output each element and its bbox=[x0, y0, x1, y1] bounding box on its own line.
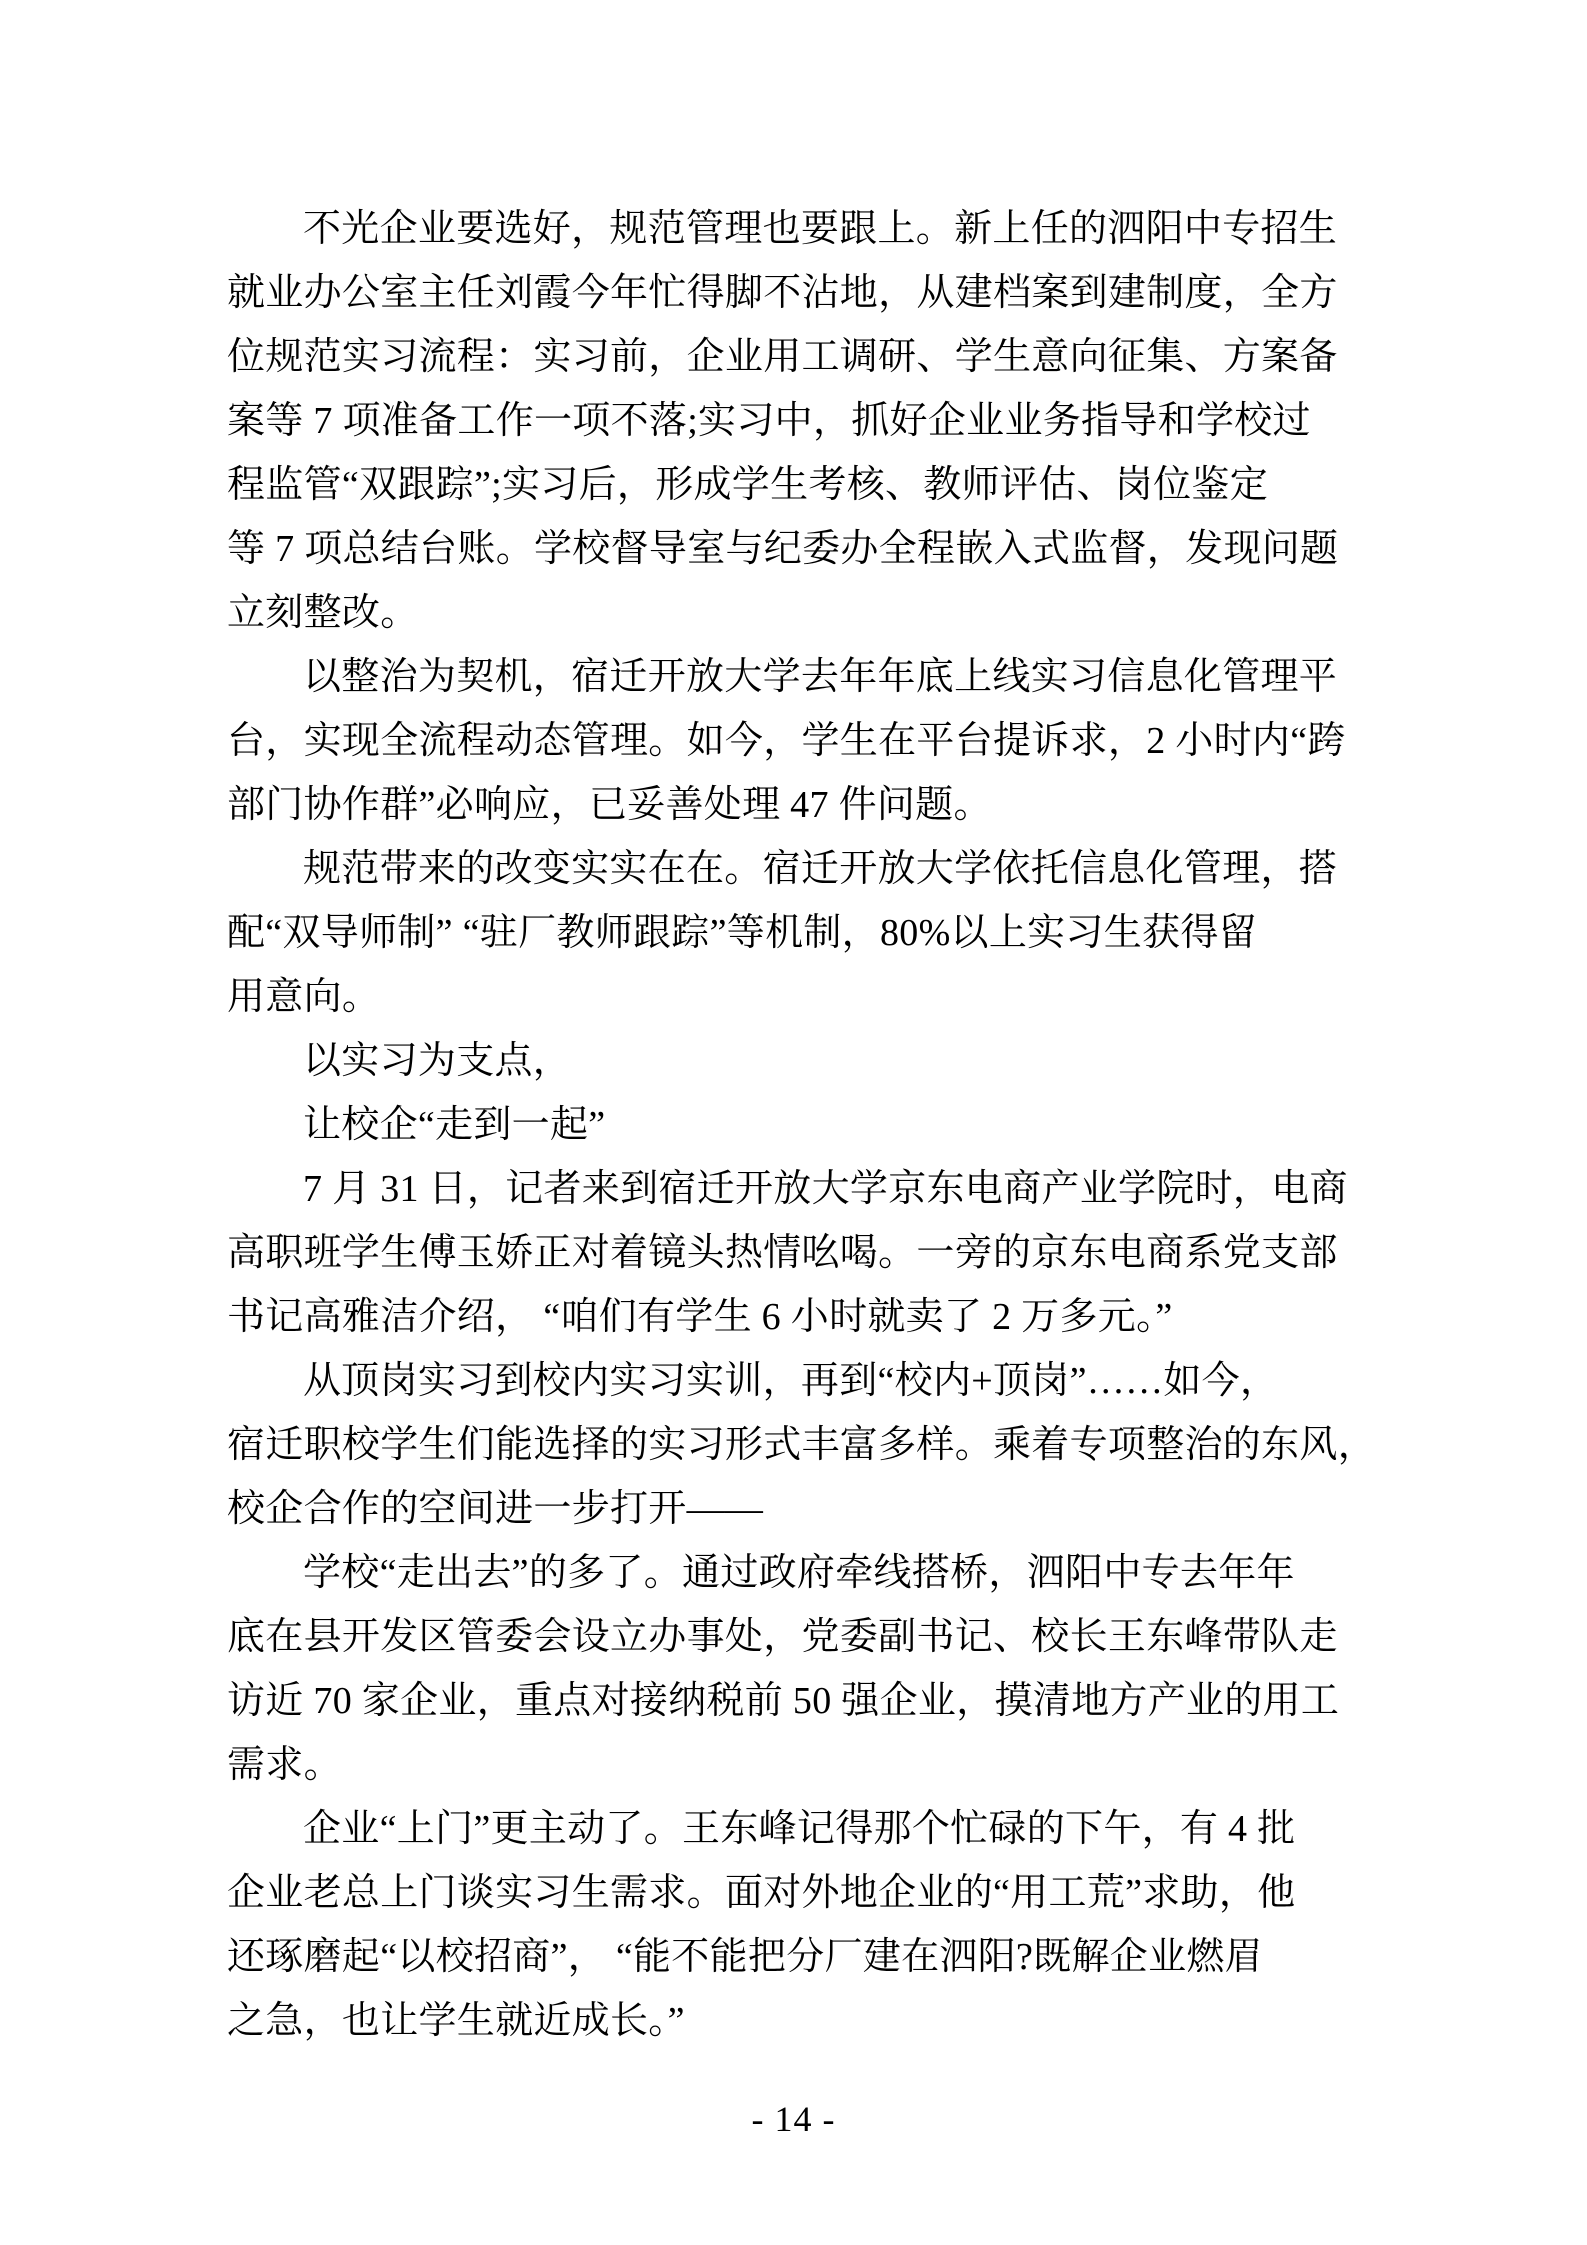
text-line: 不光企业要选好，规范管理也要跟上。新上任的泗阳中专招生 bbox=[303, 208, 1338, 250]
page-number: - 14 - bbox=[751, 2099, 836, 2139]
text-line: 让校企“走到一起” bbox=[303, 1104, 606, 1146]
text-line: 访近 70 家企业，重点对接纳税前 50 强企业，摸清地方产业的用工 bbox=[227, 1680, 1340, 1722]
text-line: 学校“走出去”的多了。通过政府牵线搭桥，泗阳中专去年年 bbox=[303, 1552, 1295, 1594]
text-line: 书记高雅洁介绍， “咱们有学生 6 小时就卖了 2 万多元。” bbox=[227, 1296, 1173, 1338]
text-line: 高职班学生傅玉娇正对着镜头热情吆喝。一旁的京东电商系党支部 bbox=[227, 1232, 1338, 1274]
text-line: 企业老总上门谈实习生需求。面对外地企业的“用工荒”求助，他 bbox=[227, 1872, 1296, 1914]
text-line: 底在县开发区管委会设立办事处，党委副书记、校长王东峰带队走 bbox=[227, 1616, 1338, 1658]
text-line: 部门协作群”必响应，已妥善处理 47 件问题。 bbox=[227, 784, 992, 826]
text-line: 校企合作的空间进一步打开—— bbox=[227, 1488, 764, 1530]
text-line: 就业办公室主任刘霞今年忙得脚不沾地，从建档案到建制度，全方 bbox=[227, 272, 1338, 314]
text-line: 还琢磨起“以校招商”， “能不能把分厂建在泗阳?既解企业燃眉 bbox=[227, 1936, 1263, 1978]
text-line: 7 月 31 日，记者来到宿迁开放大学京东电商产业学院时，电商 bbox=[303, 1168, 1348, 1210]
text-line: 案等 7 项准备工作一项不落;实习中，抓好企业业务指导和学校过 bbox=[227, 400, 1311, 442]
text-block bbox=[227, 197, 1377, 2053]
text-line: 立刻整改。 bbox=[227, 592, 419, 634]
text-line: 从顶岗实习到校内实习实训，再到“校内+顶岗”……如今， bbox=[303, 1360, 1279, 1402]
text-line: 配“双导师制” “驻厂教师跟踪”等机制，80%以上实习生获得留 bbox=[227, 912, 1257, 954]
text-line: 以实习为支点， bbox=[303, 1040, 572, 1082]
text-line: 等 7 项总结台账。学校督导室与纪委办全程嵌入式监督，发现问题 bbox=[227, 528, 1339, 570]
text-line: 需求。 bbox=[227, 1744, 342, 1786]
text-line: 用意向。 bbox=[227, 976, 381, 1018]
text-line: 台，实现全流程动态管理。如今，学生在平台提诉求，2 小时内“跨 bbox=[227, 720, 1346, 762]
text-line: 以整治为契机，宿迁开放大学去年年底上线实习信息化管理平 bbox=[303, 656, 1338, 698]
text-line: 规范带来的改变实实在在。宿迁开放大学依托信息化管理，搭 bbox=[303, 848, 1338, 890]
text-line: 程监管“双跟踪”;实习后，形成学生考核、教师评估、岗位鉴定 bbox=[227, 464, 1268, 506]
text-line: 企业“上门”更主动了。王东峰记得那个忙碌的下午，有 4 批 bbox=[303, 1808, 1296, 1850]
text-line: 之急，也让学生就近成长。” bbox=[227, 2000, 685, 2042]
text-line: 宿迁职校学生们能选择的实习形式丰富多样。乘着专项整治的东风， bbox=[227, 1424, 1377, 1466]
text-line: 位规范实习流程：实习前，企业用工调研、学生意向征集、方案备 bbox=[227, 336, 1338, 378]
